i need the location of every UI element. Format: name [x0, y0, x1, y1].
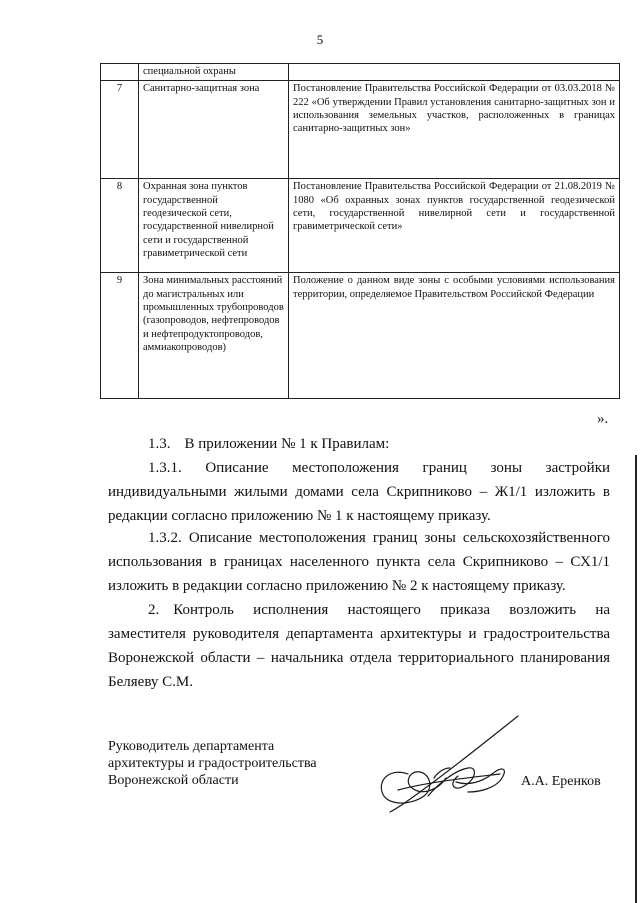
paragraph-2	[108, 598, 610, 694]
zone-name: Зона минимальных расстояний до магистральных или промышленных трубопроводов (газопроводов, нефтепроводов и нефтепродуктопроводов, аммиакопроводов)	[139, 273, 289, 399]
row-number: 8	[101, 179, 139, 273]
paragraph-text: Описание местоположения границ зоны застройки индивидуальными жилыми домами села Скрипниково – Ж1/1 изложить в редакции согласно приложению № 1 к настоящему приказу.	[108, 460, 611, 524]
zone-name: специальной охраны	[139, 64, 289, 81]
paragraph-text: Описание местоположения границ зоны сельскохозяйственного использования в границах населенного пункта села Скрипниково – СХ1/1 изложить в редакции согласно приложению № 2 к настоящему приказу.	[108, 530, 610, 594]
legal-basis: Постановление Правительства Российской Федерации от 03.03.2018 № 222 «Об утверждении Правил установления санитарно-защитных зон и использования земельных участков, расположенных в границах санитарно-защитных зон»	[289, 81, 620, 179]
signatory-title-line: Руководитель департамента	[108, 739, 275, 754]
zone-name: Охранная зона пунктов государственной геодезической сети, государственной нивелирной сети и государственной гравиметрической сети	[139, 179, 289, 273]
table-row	[101, 273, 620, 399]
page-number: 5	[316, 32, 324, 47]
row-number: 9	[101, 273, 139, 399]
legal-basis: Постановление Правительства Российской Федерации от 21.08.2019 № 1080 «Об охранных зонах пунктов государственной геодезической сети, государственной нивелирной сети и государственной гравиметрической сети»	[289, 179, 620, 273]
zones-table	[100, 63, 620, 399]
row-number: 7	[101, 81, 139, 179]
table-row	[101, 81, 620, 179]
legal-basis	[289, 64, 620, 81]
paragraph-1-3-1	[108, 456, 610, 528]
paragraph-number: 2.	[148, 602, 160, 618]
paragraph-number: 1.3.1.	[148, 460, 182, 476]
paragraph-number: 1.3.	[148, 436, 171, 452]
row-number	[101, 64, 139, 81]
signatory-title	[108, 738, 317, 789]
signatory-title-line: Воронежской области	[108, 773, 239, 788]
signatory-title-line: архитектуры и градостроительства	[108, 756, 317, 771]
page-edge-line	[635, 455, 637, 903]
signatory-name: А.А. Еренков	[521, 774, 601, 789]
table-row	[101, 179, 620, 273]
paragraph-number: 1.3.2.	[148, 530, 182, 546]
closing-quote: ».	[597, 411, 609, 427]
table-row	[101, 64, 620, 81]
paragraph-1-3-2	[108, 526, 610, 598]
paragraph-1-3	[108, 432, 610, 456]
handwritten-signature	[368, 712, 538, 822]
paragraph-text: Контроль исполнения настоящего приказа возложить на заместителя руководителя департамента архитектуры и градостроительства Воронежской области – начальника отдела территориального планирования Беляеву С.М.	[108, 602, 610, 690]
paragraph-text: В приложении № 1 к Правилам:	[184, 436, 390, 452]
legal-basis: Положение о данном виде зоны с особыми условиями использования территории, определяемое Правительством Российской Федерации	[289, 273, 620, 399]
zone-name: Санитарно-защитная зона	[139, 81, 289, 179]
